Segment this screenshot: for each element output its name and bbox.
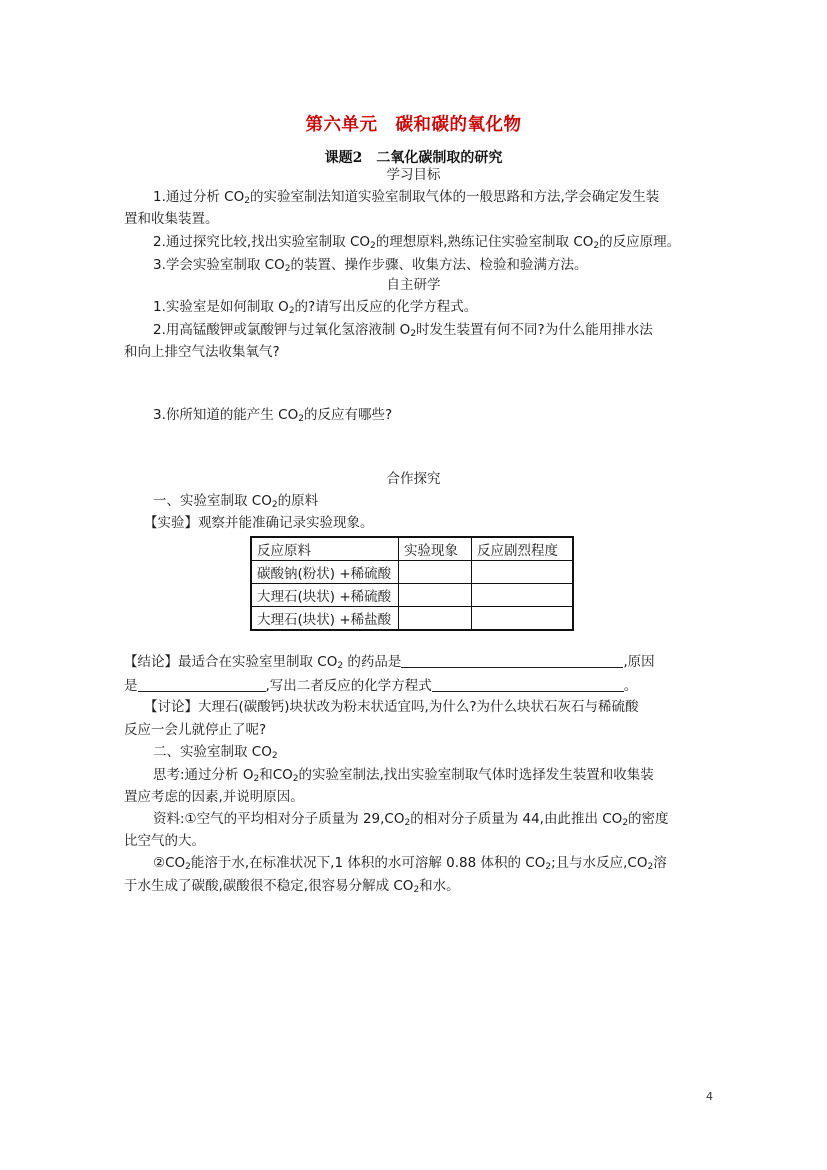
page-number: 4 <box>706 1090 713 1103</box>
table-header-row <box>251 537 573 561</box>
part2-heading: 二、实验室制取 $CO_2$ <box>153 744 278 761</box>
table-header-cell: 实验现象 <box>399 537 472 561</box>
self-study-q3: 3.你所知道的能产生 $CO_2$的反应有哪些? <box>153 407 393 424</box>
table-row <box>251 561 573 584</box>
answer-blank[interactable] <box>432 677 624 692</box>
experiment-instruction: 【实验】观察并能准确记录实验现象。 <box>144 515 374 531</box>
coop-heading: 合作探究 <box>386 471 441 487</box>
info1-line-2: 比空气的大。 <box>124 833 205 849</box>
table-header-cell: 反应原料 <box>251 537 399 561</box>
conclusion-line-2: 是 ,写出二者反应的化学方程式 。 <box>124 678 638 694</box>
table-cell-blank <box>472 584 574 607</box>
self-study-q2: 2.用高锰酸钾或氯酸钾与过氧化氢溶液制 $O_2$时发生装置有何不同?为什么能用排水法 <box>153 322 653 339</box>
table-header-cell: 反应剧烈程度 <box>472 537 574 561</box>
table-cell: 大理石(块状) +稀硫酸 <box>251 584 399 607</box>
table-cell-blank <box>399 584 472 607</box>
table-cell: 大理石(块状) +稀盐酸 <box>251 607 399 631</box>
self-study-q2-cont: 和向上排空气法收集氧气? <box>124 344 280 360</box>
table-cell: 碳酸钠(粉状) +稀硫酸 <box>251 561 399 584</box>
part1-heading: 一、实验室制取 $CO_2$的原料 <box>153 493 319 510</box>
discussion-line-1: 【讨论】大理石(碳酸钙)块状改为粉末状适宜吗,为什么?为什么块状石灰石与稀硫酸 <box>144 699 639 715</box>
conclusion-line-1: 【结论】最适合在实验室里制取 $CO_2$ 的药品是 ,原因 <box>124 654 655 671</box>
table-row <box>251 607 573 631</box>
self-study-q1: 1.实验室是如何制取 $O_2$的?请写出反应的化学方程式。 <box>153 299 478 316</box>
info1-line-1: 资料:①空气的平均相对分子质量为 $29,CO_2$的相对分子质量为 44,由此推出 $CO_2$的密度 <box>153 811 669 828</box>
goals-heading: 学习目标 <box>386 167 441 183</box>
lesson-subtitle: 课题2 二氧化碳制取的研究 <box>324 150 503 166</box>
think-line-2: 置应考虑的因素,并说明原因。 <box>124 789 304 805</box>
info2-line-2: 于水生成了碳酸,碳酸很不稳定,很容易分解成 $CO_2$和水。 <box>124 878 460 895</box>
goal-1-cont: 置和收集装置。 <box>124 211 219 227</box>
table-row <box>251 584 573 607</box>
answer-blank[interactable] <box>138 677 266 692</box>
goal-1: 1.通过分析 $CO_2$的实验室制法知道实验室制取气体的一般思路和方法,学会确定发生装 <box>153 189 660 206</box>
answer-blank[interactable] <box>401 653 623 668</box>
table-cell-blank <box>472 607 574 631</box>
discussion-line-2: 反应一会儿就停止了呢? <box>124 722 267 738</box>
goal-3: 3.学会实验室制取 $CO_2$的装置、操作步骤、收集方法、检验和验满方法。 <box>153 257 588 274</box>
think-line-1: 思考:通过分析 $O_2$和$CO_2$的实验室制法,找出实验室制取气体时选择发生装置和收集装 <box>153 767 654 784</box>
experiment-table <box>250 536 574 631</box>
self-study-heading: 自主研学 <box>386 277 441 293</box>
table-cell-blank <box>472 561 574 584</box>
unit-title: 第六单元 碳和碳的氧化物 <box>305 115 522 135</box>
info2-line-1: $②CO_2$能溶于水,在标准状况下,1 体积的水可溶解 0.88 体积的 $CO_2$;且与水反应$,CO_2$溶 <box>153 855 667 872</box>
table-cell-blank <box>399 561 472 584</box>
table-cell-blank <box>399 607 472 631</box>
goal-2: 2.通过探究比较,找出实验室制取 $CO_2$的理想原料,熟练记住实验室制取 $CO_2$的反应原理。 <box>153 234 681 251</box>
